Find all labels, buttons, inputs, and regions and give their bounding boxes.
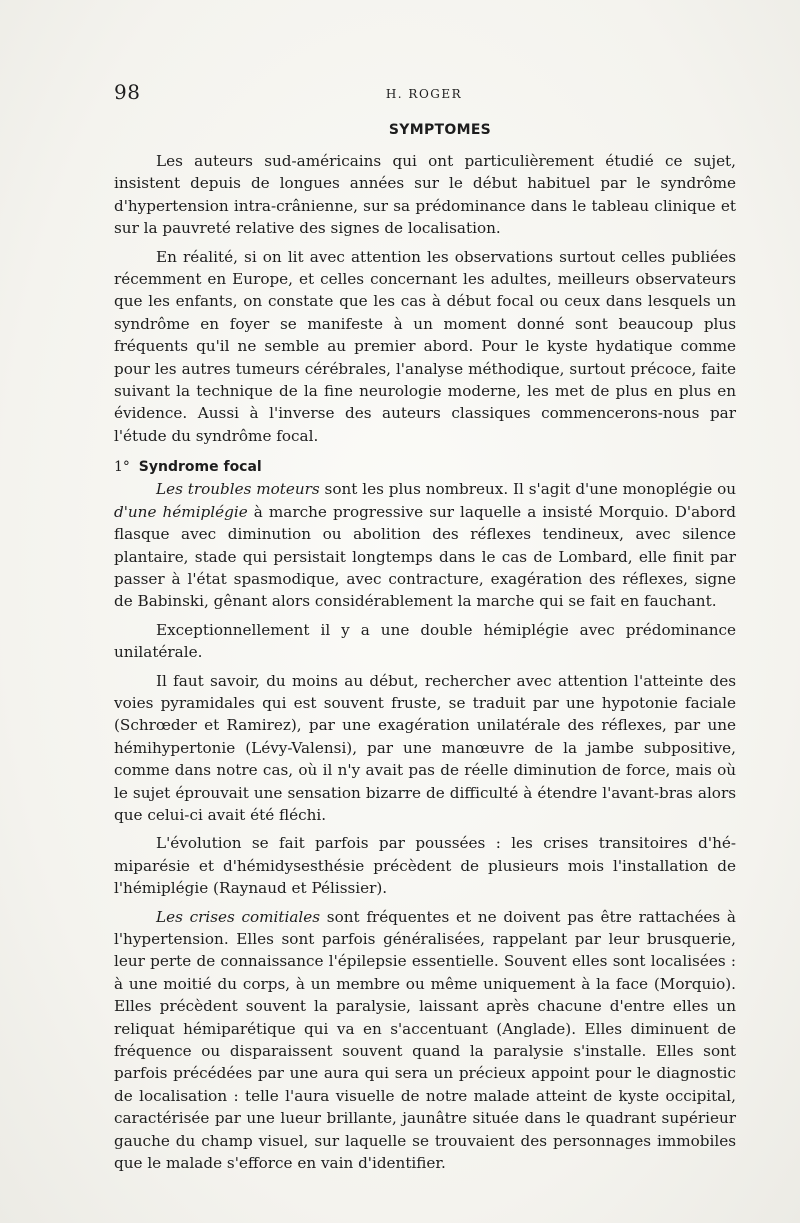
paragraph-7-body: sont fréquentes et ne doivent pas être rattachées à l'hypertension. Elles sont parfois généralisées, rappelant par leur brusquerie, leur perte de connaissance l'épilepsie essentielle. Souvent elles sont localisées : à une moitié du corps, à un membre ou même uniquement à la face (Morquio). Elles précèdent souvent la paralysie, laissant après chacune d'entre elles un reliquat hémiparétique qui va en s'accentuant (Anglade). Elles diminuent de fréquence ou disparaissent souvent quand la paralysie s'installe. Elles sont parfois précédées par une aura qui sera un précieux appoint pour le diagnostic de localisation : telle l'aura visuelle de notre malade atteint de kyste occipital, caractérisée par une lueur brillante, jaunâtre située dans le quadrant supérieur gauche du champ visuel, sur laquelle se trouvaient des personnages immobiles que le malade s'efforce en vain d'identifier. [114, 907, 736, 1173]
subheading-syndrome-focal [114, 459, 736, 475]
italic-hemiplegie: d'une hémiplégie [114, 502, 248, 521]
running-head: H. ROGER [385, 87, 463, 101]
paragraph-5: Il faut savoir, du moins au début, rechercher avec attention l'atteinte des voies pyramidales qui est souvent fruste, se traduit par une hypotonie faciale (Schrœder et Ramirez), par une exagération unilatérale des réflexes, par une hémihypertonie (Lévy-Valensi), par une manœuvre de la jambe subpositive, comme dans notre cas, où il n'y avait pas de réelle diminution de force, mais où le sujet éprouvait une sensation bizarre de difficulté à étendre l'avant-bras alors que celui-ci avait été fléchi. [114, 671, 736, 824]
paragraph-3 [114, 478, 736, 612]
subheading-text: Syndrome focal [138, 459, 262, 476]
text-block [114, 118, 736, 1180]
page-header [114, 80, 734, 106]
paragraph-3-part-b: à marche progressive sur laquelle a insisté Morquio. D'abord flasque avec diminution ou abolition des réflexes tendineux, avec silence plantaire, stade qui persistait longtemps dans le cas de Lombard, elle finit par passer à l'état spasmodique, avec contracture, exagération des réflexes, signe de Babinski, gênant alors considérablement la marche qui se fait en fauchant. [114, 502, 736, 611]
paragraph-2: En réalité, si on lit avec attention les observations surtout celles publiées récemment en Europe, et celles concernant les adultes, meilleurs observateurs que les enfants, on constate que les cas à début focal ou ceux dans lesquels un syndrôme en foyer se manifeste à un moment donné sont beaucoup plus fréquents qu'il ne semble au premier abord. Pour le kyste hydatique comme pour les autres tumeurs cérébrales, l'analyse méthodique, surtout précoce, faite suivant la technique de la fine neurologie moderne, les met de plus en plus en évidence. Aussi à l'inverse des auteurs classiques commencerons-nous par l'étude du syndrôme focal. [114, 247, 736, 445]
paragraph-3-part-a: sont les plus nombreux. Il s'agit d'une monoplégie ou [319, 480, 736, 499]
section-title: SYMPTOMES [388, 122, 492, 138]
paragraph-1: Les auteurs sud-américains qui ont particulièrement étudié ce sujet, insistent depuis de longues années sur le début habituel par le syndrôme d'hypertension intra-crânienne, sur sa prédominance dans le tableau clinique et sur la pauvreté relative des signes de localisation. [114, 152, 736, 238]
paragraph-4: Exceptionnellement il y a une double hémiplégie avec prédominance unilatérale. [114, 620, 736, 662]
paragraph-7 [114, 906, 736, 1175]
italic-crises-comitiales: Les crises comitiales [156, 907, 321, 926]
italic-troubles-moteurs: Les troubles moteurs [156, 480, 320, 499]
paragraph-6: L'évolution se fait parfois par poussées : les crises transitoires d'hémiparésie et d'hémidysesthésie précèdent de plusieurs mois l'installation de l'hémiplégie (Raynaud et Pélissier). [114, 834, 736, 898]
subheading-number: 1° [114, 459, 130, 476]
page-number: 98 [114, 80, 141, 104]
